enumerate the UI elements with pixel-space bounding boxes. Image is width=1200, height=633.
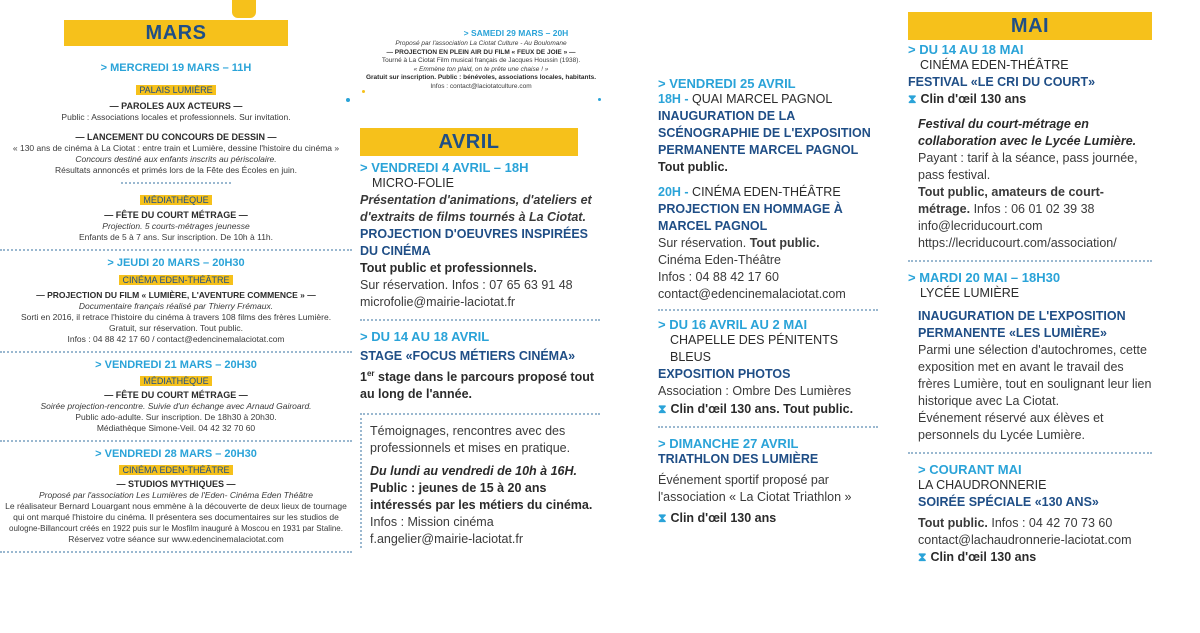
event-title: TRIATHLON DES LUMIÈRE: [658, 452, 819, 466]
event-place: CHAPELLE DES PÉNITENTS BLEUS: [670, 333, 839, 364]
event-desc-bold: Tout public.: [918, 516, 988, 530]
event-desc: f.angelier@mairie-laciotat.fr: [370, 532, 524, 547]
event-desc: Réservez votre séance sur www.edencinemalaciotat.com: [68, 534, 284, 544]
event-desc: info@lecriducourt.com: [918, 219, 1043, 233]
divider: [121, 182, 231, 184]
event-desc: Infos : 04 88 42 17 60: [658, 270, 779, 284]
event-title: STAGE «FOCUS MÉTIERS CINÉMA»: [360, 349, 576, 363]
event-desc: Cinéma Eden-Théâtre: [658, 253, 781, 267]
event-place: MÉDIATHÈQUE: [140, 376, 211, 386]
event-desc: qui ont marqué l'histoire du cinéma. Il présentera ses documentaires sur les studios de: [13, 512, 339, 522]
event-date: > VENDREDI 28 MARS – 20H30: [95, 448, 257, 460]
month-header-mars: MARS: [64, 20, 288, 46]
event-desc: Tout public.: [658, 160, 728, 174]
event-date: > DU 14 AU 18 AVRIL: [360, 329, 490, 344]
month-header-mai: MAI: [908, 12, 1152, 40]
event-desc: Enfants de 5 à 7 ans. Sur inscription. De 10h à 11h.: [78, 232, 274, 242]
decorative-dot: [346, 98, 350, 102]
event-desc: Sur réservation. Infos : 07 65 63 91 48: [360, 278, 573, 292]
event-place: CINÉMA EDEN-THÉÂTRE: [119, 275, 232, 285]
event-date: > COURANT MAI: [918, 462, 1022, 477]
event-date: > DU 16 AVRIL AU 2 MAI: [658, 317, 808, 332]
hourglass-icon: ⧗: [918, 550, 927, 564]
event-desc: Projection. 5 courts-métrages jeunesse: [102, 221, 250, 231]
event-title: INAUGURATION DE L'EXPOSITION PERMANENTE «LES LUMIÈRE»: [918, 309, 1126, 340]
hourglass-icon: ⧗: [658, 402, 667, 416]
decorative-dot: [362, 90, 365, 93]
event-desc: « Emmène ton plaid, on te prête une chaise ! »: [413, 65, 549, 73]
event-desc: Infos : contact@laciotatculture.com: [430, 82, 532, 90]
event-desc: contact@edencinemalaciotat.com: [658, 287, 846, 301]
event-desc: Du lundi au vendredi de 10h à 16H.: [370, 464, 577, 479]
event-desc: « 130 ans de cinéma à La Ciotat : entre train et Lumière, dessine l'histoire du cinéma »: [12, 143, 340, 153]
event-desc: Infos : Mission cinéma: [370, 515, 494, 530]
event-desc: Événement sportif proposé par l'association « La Ciotat Triathlon »: [658, 473, 852, 504]
event-desc: Médiathèque Simone-Veil. 04 42 32 70 60: [96, 423, 256, 433]
event-desc-part: Infos : 04 42 70 73 60: [987, 516, 1113, 530]
event-desc: Soirée projection-rencontre. Suivie d'un échange avec Arnaud Gairoard.: [40, 401, 312, 411]
event-title: — FÊTE DU COURT MÉTRAGE —: [104, 390, 248, 400]
event-desc: contact@lachaudronnerie-laciotat.com: [918, 533, 1132, 547]
hourglass-icon: ⧗: [658, 511, 667, 525]
badge-label: Clin d'œil 130 ans: [920, 92, 1027, 106]
event-title: — STUDIOS MYTHIQUES —: [116, 479, 236, 489]
divider: [360, 319, 600, 321]
event-desc: Événement réservé aux élèves et personnels du Lycée Lumière.: [918, 411, 1104, 442]
event-desc: Gratuit, sur réservation. Tout public.: [108, 323, 244, 333]
event-date: > DU 14 AU 18 MAI: [908, 42, 1024, 57]
event-desc-part: Sur réservation.: [658, 236, 750, 250]
event-desc: [360, 365, 600, 403]
event-desc: Association : Ombre Des Lumières: [658, 384, 852, 398]
event-desc: Proposé par l'association Les Lumières de l'Eden- Cinéma Eden Théâtre: [39, 490, 313, 500]
event-desc: Public ado-adulte. Sur inscription. De 18h30 à 20h30.: [75, 412, 277, 422]
event-date: > MARDI 20 MAI – 18H30: [908, 270, 1061, 285]
event-title: INAUGURATION DE LA SCÉNOGRAPHIE DE L'EXPOSITION PERMANENTE MARCEL PAGNOL: [658, 109, 871, 157]
divider: [658, 426, 878, 428]
event-desc-part: stage dans le parcours proposé tout au long de l'année.: [360, 370, 595, 402]
event-desc: Documentaire français réalisé par Thierry Frémaux.: [78, 301, 274, 311]
event-hour: 18H -: [658, 92, 693, 106]
badge-label: Clin d'œil 130 ans: [930, 550, 1037, 564]
event-date: > MERCREDI 19 MARS – 11H: [100, 62, 252, 74]
divider: [908, 452, 1152, 454]
event-hour: 20H -: [658, 185, 693, 199]
event-date: > DIMANCHE 27 AVRIL: [658, 436, 799, 451]
event-date: > VENDREDI 4 AVRIL – 18H: [360, 160, 529, 175]
event-desc: Tourné à La Ciotat Film musical français de Jacques Houssin (1938).: [381, 57, 581, 64]
event-desc: Témoignages, rencontres avec des professionnels et mises en pratique.: [370, 424, 571, 456]
divider: [0, 440, 352, 442]
event-desc: Festival du court-métrage en collaboration avec le Lycée Lumière.: [918, 117, 1137, 148]
event-place: LYCÉE LUMIÈRE: [920, 286, 1020, 300]
event-title: PROJECTION D'OEUVRES INSPIRÉES DU CINÉMA: [360, 227, 589, 258]
event-desc: microfolie@mairie-laciotat.fr: [360, 295, 516, 309]
event-desc: Public : jeunes de 15 à 20 ans intéressés par les métiers du cinéma.: [370, 481, 593, 513]
divider: [908, 260, 1152, 262]
event-place: MÉDIATHÈQUE: [140, 195, 211, 205]
event-title: — PAROLES AUX ACTEURS —: [109, 101, 243, 111]
decorative-dot: [598, 98, 601, 101]
event-title: — PROJECTION EN PLEIN AIR DU FILM « FEUX DE JOIE » —: [386, 48, 576, 56]
event-desc: Parmi une sélection d'autochromes, cette exposition met en avant le travail des frères Lumière, tout en soulignant leur lien historique avec La Ciotat.: [918, 343, 1152, 408]
event-desc-part: Infos : 06 01 02 39 38: [970, 202, 1095, 216]
divider: [0, 249, 352, 251]
event-title: SOIRÉE SPÉCIALE «130 ANS»: [918, 495, 1099, 509]
event-desc: oulogne-Billancourt créés en 1922 puis sur le Mosfilm inauguré à Moscou en 1931 par Staline.: [9, 524, 343, 533]
event-title: — LANCEMENT DU CONCOURS DE DESSIN —: [75, 132, 277, 142]
event-desc: Le réalisateur Bernard Louargant nous emmène à la découverte de deux lieux de tournage: [5, 501, 347, 511]
event-desc: Gratuit sur inscription. Public : bénévoles, associations locales, habitants.: [365, 74, 597, 81]
top-event: [352, 28, 610, 91]
event-desc: Sorti en 2016, il retrace l'histoire du cinéma à travers 108 films des frères Lumière.: [20, 312, 332, 322]
event-place: CINÉMA EDEN-THÉÂTRE: [692, 185, 841, 199]
month-header-avril: AVRIL: [360, 128, 578, 156]
divider: [658, 309, 878, 311]
event-desc: Résultats annoncés et primés lors de la Fête des Écoles en juin.: [55, 165, 297, 175]
event-date: > VENDREDI 25 AVRIL: [658, 76, 796, 91]
event-place: QUAI MARCEL PAGNOL: [692, 92, 833, 106]
divider: [0, 351, 352, 353]
event-desc: Proposé par l'association La Ciotat Culture - Au Boulomane: [395, 40, 567, 47]
event-desc: Public : Associations locales et professionnels. Sur invitation.: [61, 112, 291, 122]
event-desc: Concours destiné aux enfants inscrits au périscolaire.: [75, 154, 277, 164]
event-desc-bold: Tout public.: [749, 236, 820, 250]
event-box: [360, 413, 600, 548]
event-desc: Présentation d'animations, d'ateliers et d'extraits de films tournés à La Ciotat.: [360, 193, 592, 224]
event-place: PALAIS LUMIÈRE: [136, 85, 215, 95]
event-desc: Payant : tarif à la séance, pass journée, pass festival.: [918, 151, 1138, 182]
badge-label: Clin d'œil 130 ans. Tout public.: [670, 402, 854, 416]
event-date: > SAMEDI 29 MARS – 20H: [463, 28, 569, 38]
event-place: LA CHAUDRONNERIE: [918, 478, 1047, 492]
event-desc-bold: Tout public, amateurs de court-métrage.: [918, 185, 1104, 216]
event-desc: https://lecriducourt.com/association/: [918, 236, 1117, 250]
event-desc-part: 1: [360, 370, 367, 385]
shoe-decoration-icon: [232, 0, 256, 18]
event-place: CINÉMA EDEN-THÉÂTRE: [920, 58, 1069, 72]
event-date: > VENDREDI 21 MARS – 20H30: [95, 359, 257, 371]
event-title: PROJECTION EN HOMMAGE À MARCEL PAGNOL: [658, 202, 843, 233]
event-desc: Tout public et professionnels.: [360, 261, 537, 275]
event-desc: Infos : 04 88 42 17 60 / contact@edencinemalaciotat.com: [67, 334, 285, 344]
event-desc: [658, 235, 878, 252]
superscript: er: [366, 369, 375, 378]
event-title: EXPOSITION PHOTOS: [658, 367, 791, 381]
hourglass-icon: ⧗: [908, 92, 917, 106]
event-title: FESTIVAL «LE CRI DU COURT»: [908, 75, 1096, 89]
event-place: MICRO-FOLIE: [372, 176, 454, 190]
event-title: — FÊTE DU COURT MÉTRAGE —: [104, 210, 248, 220]
badge-label: Clin d'œil 130 ans: [670, 511, 777, 525]
column-avril-2: [658, 76, 878, 527]
event-place: CINÉMA EDEN-THÉÂTRE: [119, 465, 232, 475]
divider: [0, 551, 352, 553]
event-title: — PROJECTION DU FILM « LUMIÈRE, L'AVENTURE COMMENCE » —: [36, 290, 316, 300]
event-date: > JEUDI 20 MARS – 20H30: [107, 257, 245, 269]
